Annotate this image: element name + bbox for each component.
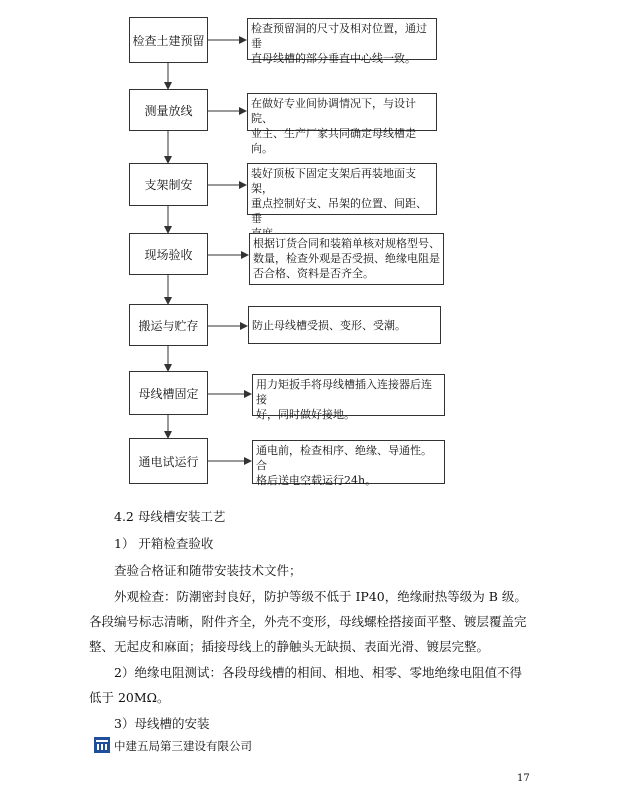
note-line: 数量，检查外观是否受损、绝缘电阻是 [253,252,440,265]
note-line: 否合格、资料是否齐全。 [253,267,374,280]
paragraph-line-2: 外观检查：防潮密封良好，防护等级不低于 IP40，绝缘耐热等级为 B 级。 [114,589,527,604]
flow-step-7: 通电试运行 [129,438,208,484]
item-1-title: 1） 开箱检查验收 [114,536,214,551]
footer-company-name: 中建五局第三建设有限公司 [114,739,252,753]
note-line: 业主、生产厂家共同确定母线槽走向。 [251,127,416,155]
note-line: 装好顶板下固定支架后再装地面支架， [251,167,416,195]
note-line: 重点控制好支、吊架的位置、间距、垂 [251,197,427,225]
note-line: 检查预留洞的尺寸及相对位置，通过垂 [251,22,427,50]
flow-note-4 [249,233,444,285]
paragraph-line-3: 各段编号标志清晰，附件齐全，外壳不变形，母线螺栓搭接面平整、镀层覆盖完 [89,614,527,629]
company-logo-icon [94,737,110,753]
flow-step-4: 现场验收 [129,233,208,275]
note-line: 好，同时做好接地。 [256,408,355,421]
note-line: 直母线槽的部分垂直中心线一致。 [251,52,416,65]
section-title: 4.2 母线槽安装工艺 [114,509,226,524]
note-line: 防止母线槽受损、变形、受潮。 [252,318,406,332]
flow-note-1 [247,18,437,65]
flow-step-5: 搬运与贮存 [129,304,208,346]
flow-note-6 [252,374,445,421]
paragraph-line-1: 查验合格证和随带安装技术文件； [114,563,302,578]
flow-note-3 [247,163,437,225]
flow-step-3: 支架制安 [129,163,208,206]
flow-step-1: 检查土建预留 [129,17,208,63]
flow-step-2: 测量放线 [129,89,208,131]
paragraph-line-6: 低于 20MΩ。 [89,690,170,705]
note-line: 通电前，检查相序、绝缘、导通性。合 [256,444,432,472]
page-number: 17 [517,773,530,784]
note-line: 根据订货合同和装箱单核对规格型号、 [253,237,440,250]
flow-note-2 [247,93,437,155]
paragraph-line-5: 2）绝缘电阻测试：各段母线槽的相间、相地、相零、零地绝缘电阻值不得 [114,665,522,680]
note-line: 格后送电空载运行24h。 [256,474,377,487]
paragraph-line-4: 整、无起皮和麻面；插接母线上的静触头无缺损、表面光滑、镀层完整。 [89,639,490,654]
flow-note-5 [248,306,441,344]
flow-step-6: 母线槽固定 [129,371,208,415]
note-line: 用力矩扳手将母线槽插入连接器后连接 [256,378,432,406]
note-line: 在做好专业间协调情况下，与设计院、 [251,97,416,125]
item-3-title: 3）母线槽的安装 [114,716,210,731]
flow-note-7 [252,440,445,487]
